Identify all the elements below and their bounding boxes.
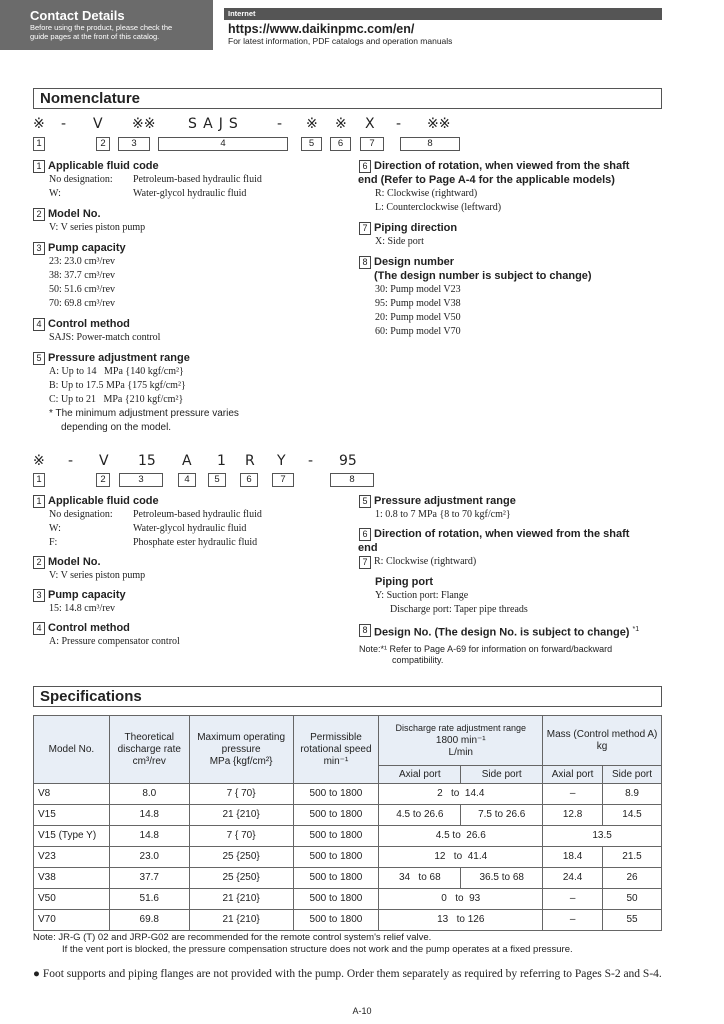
ordering-notice-text: Foot supports and piping flanges are not provided with the pump. Order them separately as required by referring to Pages S-2 and S-4. [42,968,662,980]
cell-axial: 4.5 to 26.6 [379,805,461,826]
cell-mass-side: 14.5 [603,805,662,826]
col-model: Model No. [34,716,110,784]
contact-details-panel [0,0,213,50]
item-pressure-range [33,351,343,435]
item-heading: Control method [48,318,130,330]
code-token: X [365,116,375,132]
item-line: V: V series piston pump [49,570,146,581]
table-row [34,910,662,931]
item-value: Petroleum-based hydraulic fluid [133,174,262,185]
item-heading: Direction of rotation, when viewed from the shaft [374,160,630,172]
item-line: 20: Pump model V50 [375,312,461,323]
item-line: 95: Pump model V38 [375,298,461,309]
item-line: A: Up to 14 MPa {140 kgf/cm²} [49,366,184,377]
item-number: 5 [33,352,45,365]
cell-mass-side: 55 [603,910,662,931]
item-key: W: [49,188,61,199]
item-heading: (The design number is subject to change) [374,270,592,282]
col-mass-side: Side port [603,766,662,784]
specifications-heading: Specifications [33,686,662,707]
col-speed: Permissible rotational speed min⁻¹ [293,716,379,784]
item-pump-capacity [33,588,343,616]
item-number: 7 [359,556,371,569]
item-line: 23: 23.0 cm³/rev [49,256,116,267]
website-link[interactable]: https://www.daikinpmc.com/en/ [228,22,415,36]
note-line: Note: JR-G (T) 02 and JRP-G02 are recommended for the remote control system's relief valve. [33,932,432,943]
note-line: Refer to Page A-69 for information on forward/backward [389,643,613,654]
cell-speed: 500 to 1800 [293,868,379,889]
item-heading: Direction of rotation, when viewed from the shaft [374,528,630,540]
website-note: For latest information, PDF catalogs and operation manuals [228,36,453,46]
cell-side: 7.5 to 26.6 [461,805,543,826]
item-number: 2 [33,208,45,221]
item-heading: Piping direction [374,222,458,234]
item-note: depending on the model. [61,422,172,433]
cell-model: V8 [34,784,110,805]
specifications-body [34,784,662,931]
code-box: 4 [178,473,196,487]
item-key: W: [49,523,61,534]
cell-speed: 500 to 1800 [293,847,379,868]
item-line: V: V series piston pump [49,222,146,233]
note-line: compatibility. [392,654,444,665]
internet-panel [224,8,662,47]
item-fluid-code [33,159,343,201]
cell-mass-side: 26 [603,868,662,889]
code-token: V [93,116,103,132]
cell-model: V38 [34,868,110,889]
item-number: 5 [359,495,371,508]
internet-label: Internet [224,8,662,20]
item-number: 8 [359,256,371,269]
col-mass-axial: Axial port [543,766,603,784]
contact-title: Contact Details [30,8,125,23]
item-line: 15: 14.8 cm³/rev [49,603,116,614]
col-discharge-side: Side port [461,766,543,784]
item-line: Discharge port: Taper pipe threads [390,604,528,615]
cell-speed: 500 to 1800 [293,889,379,910]
item-line: 50: 51.6 cm³/rev [49,284,116,295]
cell-model: V23 [34,847,110,868]
cell-axial: 34 to 68 [379,868,461,889]
code-token: ※ [33,116,45,132]
item-number: 3 [33,589,45,602]
code-token: ※ [306,116,318,132]
item-number: 6 [359,528,371,541]
nomenclature-left-2 [33,494,343,649]
cell-rate: 14.8 [109,805,189,826]
item-control-method [33,621,343,649]
item-line: R: Clockwise (rightward) [375,188,478,199]
code-token: 1 [217,453,226,469]
cell-pressure: 21 {210} [189,805,293,826]
cell-axial: 13 to 126 [379,910,543,931]
item-line: C: Up to 21 MPa {210 kgf/cm²} [49,394,184,405]
item-heading: Control method [48,622,130,634]
cell-mass-side: 50 [603,889,662,910]
cell-axial: 0 to 93 [379,889,543,910]
item-line: A: Pressure compensator control [49,636,180,647]
item-number: 1 [33,495,45,508]
cell-side: 36.5 to 68 [461,868,543,889]
item-key: No designation: [49,509,113,520]
item-number: 1 [33,160,45,173]
item-design-no [359,623,664,640]
note-label: Note:*¹ [359,643,388,654]
item-piping-direction [359,221,664,249]
spec-note [33,932,573,956]
item-line: 30: Pump model V23 [375,284,461,295]
item-heading: Model No. [48,208,101,220]
item-model-no [33,555,343,583]
code-box: 1 [33,137,45,151]
cell-mass-axial: 24.4 [543,868,603,889]
note-line: If the vent port is blocked, the pressure compensation structure does not work and the pump operates at a fixed pressure. [62,944,573,955]
item-line: 70: 69.8 cm³/rev [49,298,116,309]
nomenclature-right-1 [359,159,664,339]
item-pressure-range [359,494,664,522]
compatibility-note [359,644,664,666]
cell-pressure: 21 {210} [189,910,293,931]
item-heading: Pump capacity [48,589,126,601]
code-token: - [308,453,314,469]
item-line: X: Side port [375,236,424,247]
item-value: Petroleum-based hydraulic fluid [133,509,262,520]
footnote-marker: *1 [632,626,640,633]
item-heading: Pressure adjustment range [374,495,516,507]
item-rotation [359,159,664,215]
item-heading: Piping port [375,576,434,588]
cell-pressure: 21 {210} [189,889,293,910]
cell-speed: 500 to 1800 [293,784,379,805]
code-token: A [182,453,192,469]
cell-pressure: 25 {250} [189,847,293,868]
item-line: Y: Suction port: Flange [375,590,469,601]
cell-pressure: 25 {250} [189,868,293,889]
code-box: 7 [272,473,294,487]
code-token: - [61,116,67,132]
item-key: No designation: [49,174,113,185]
cell-rate: 23.0 [109,847,189,868]
nomenclature-heading: Nomenclature [33,88,662,109]
item-number: 7 [359,222,371,235]
item-rotation [359,527,664,555]
code-box: 3 [119,473,163,487]
code-box: 4 [158,137,288,151]
cell-model: V15 (Type Y) [34,826,110,847]
cell-speed: 500 to 1800 [293,805,379,826]
item-heading: Design No. (The design No. is subject to change) [374,626,630,639]
item-line: L: Counterclockwise (leftward) [375,202,502,213]
table-row [34,847,662,868]
item-line: R: Clockwise (rightward) [374,556,477,567]
cell-axial: 2 to 14.4 [379,784,543,805]
item-piping-port [359,555,664,617]
table-row [34,889,662,910]
cell-axial: 4.5 to 26.6 [379,826,543,847]
item-note: * The minimum adjustment pressure varies [49,408,239,419]
item-line: 38: 37.7 cm³/rev [49,270,116,281]
cell-rate: 37.7 [109,868,189,889]
cell-speed: 500 to 1800 [293,910,379,931]
cell-pressure: 7 { 70} [189,826,293,847]
item-heading: Design number [374,256,455,268]
code-token: ※※ [427,116,451,132]
col-discharge: Discharge rate adjustment range 1800 min⁻¹ L/min [379,716,543,766]
cell-mass-axial: 18.4 [543,847,603,868]
code-token: ※※ [132,116,156,132]
cell-pressure: 7 { 70} [189,784,293,805]
code-token: R [245,453,255,469]
code-box: 5 [301,137,322,151]
item-line: 60: Pump model V70 [375,326,461,337]
item-number: 4 [33,318,45,331]
item-key: F: [49,537,58,548]
item-value: Phosphate ester hydraulic fluid [133,537,258,548]
cell-model: V50 [34,889,110,910]
specifications-table [33,715,662,931]
code-token: - [277,116,283,132]
cell-rate: 8.0 [109,784,189,805]
code-box: 2 [96,473,110,487]
cell-rate: 69.8 [109,910,189,931]
item-design-number [359,255,664,339]
table-row [34,805,662,826]
code-box: 2 [96,137,110,151]
item-line: 1: 0.8 to 7 MPa {8 to 70 kgf/cm²} [375,509,511,520]
cell-mass-merged: 13.5 [543,826,662,847]
code-token: - [396,116,402,132]
page-number: A-10 [352,1006,372,1016]
item-heading: end [358,542,378,554]
cell-model: V70 [34,910,110,931]
cell-model: V15 [34,805,110,826]
item-line: SAJS: Power-match control [49,332,161,343]
item-number: 4 [33,622,45,635]
item-heading: Pump capacity [48,242,126,254]
item-pump-capacity [33,241,343,311]
ordering-notice [33,967,663,982]
item-number: 6 [359,160,371,173]
cell-mass-side: 21.5 [603,847,662,868]
col-max-pressure: Maximum operating pressure MPa {kgf/cm²} [189,716,293,784]
bullet-icon: ● [33,968,40,980]
code-token: SAJS [188,116,244,132]
cell-axial: 12 to 41.4 [379,847,543,868]
code-box: 6 [240,473,258,487]
item-number: 2 [33,556,45,569]
cell-rate: 14.8 [109,826,189,847]
item-heading: Model No. [48,556,101,568]
code-box: 5 [208,473,226,487]
code-box: 8 [400,137,460,151]
code-token: Y [277,453,286,469]
nomenclature-right-2 [359,494,664,666]
item-control-method [33,317,343,345]
code-box: 6 [330,137,351,151]
item-value: Water-glycol hydraulic fluid [133,188,247,199]
item-heading: Applicable fluid code [48,160,159,172]
cell-speed: 500 to 1800 [293,826,379,847]
cell-rate: 51.6 [109,889,189,910]
code-box: 7 [360,137,384,151]
code-token: ※ [335,116,347,132]
code-token: V [99,453,109,469]
contact-subtitle-line: guide pages at the front of this catalog. [30,32,160,41]
nomenclature-left-1 [33,159,343,435]
cell-mass-axial: – [543,889,603,910]
table-row [34,784,662,805]
item-line: B: Up to 17.5 MPa {175 kgf/cm²} [49,380,186,391]
item-value: Water-glycol hydraulic fluid [133,523,247,534]
code-token: 95 [339,453,357,469]
table-row [34,826,662,847]
col-mass: Mass (Control method A) kg [543,716,662,766]
code-token: ※ [33,453,45,469]
cell-mass-side: 8.9 [603,784,662,805]
cell-mass-axial: – [543,910,603,931]
cell-mass-axial: – [543,784,603,805]
code-box: 1 [33,473,45,487]
cell-mass-axial: 12.8 [543,805,603,826]
code-box: 3 [118,137,150,151]
contact-subtitle-line: Before using the product, please check the [30,23,173,32]
item-fluid-code [33,494,343,550]
code-token: 15 [138,453,156,469]
col-discharge-axial: Axial port [379,766,461,784]
code-box: 8 [330,473,374,487]
item-heading: Applicable fluid code [48,495,159,507]
item-number: 3 [33,242,45,255]
item-heading: Pressure adjustment range [48,352,190,364]
item-model-no [33,207,343,235]
item-heading: end (Refer to Page A-4 for the applicable models) [358,174,615,186]
code-token: - [68,453,74,469]
col-theoretical: Theoretical discharge rate cm³/rev [109,716,189,784]
table-row [34,868,662,889]
item-number: 8 [359,624,371,637]
